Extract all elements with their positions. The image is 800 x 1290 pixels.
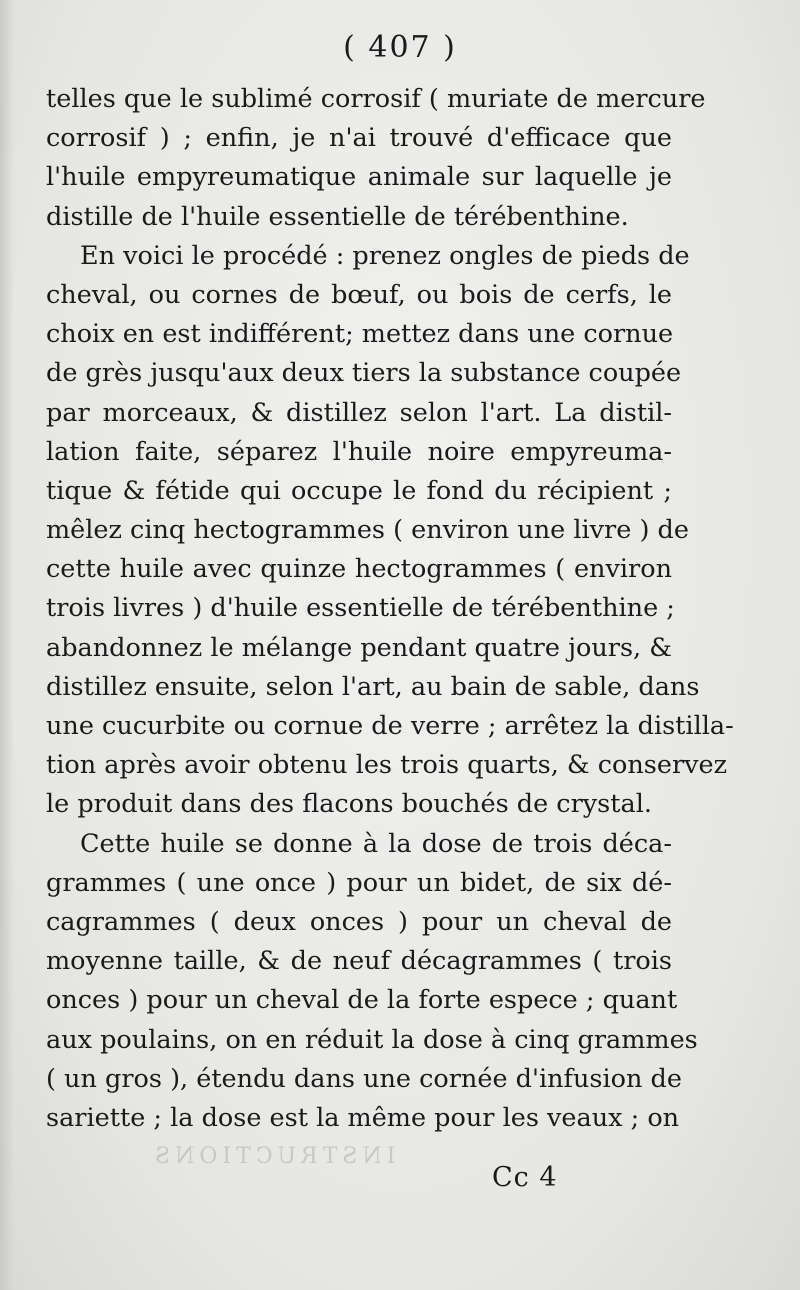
text-line: aux poulains, on en réduit la dose à cinq grammes [46,1024,698,1055]
text-line: le produit dans des flacons bouchés de crystal. [46,789,652,820]
bleed-through-text: INSTRUCTIONS [150,1144,396,1169]
text-line: de grès jusqu'aux deux tiers la substance coupée [46,358,682,389]
text-line: mêlez cinq hectogrammes ( environ une livre ) de [46,515,689,546]
text-line: distille de l'huile essentielle de térébenthine. [46,201,629,232]
text-line: grammes ( une once ) pour un bidet, de six dé- [46,867,672,898]
text-line: tion après avoir obtenu les trois quarts, & conservez [46,750,728,781]
text-line: ( un gros ), étendu dans une cornée d'infusion de [46,1063,682,1094]
text-line: distillez ensuite, selon l'art, au bain de sable, dans [46,671,700,702]
text-line: abandonnez le mélange pendant quatre jours, & [46,632,672,663]
page-number: ( 407 ) [343,30,457,65]
text-line: cheval, ou cornes de bœuf, ou bois de cerfs, le [46,279,672,310]
text-line: l'huile empyreumatique animale sur laquelle je [46,162,672,193]
text-line: telles que le sublimé corrosif ( muriate de mercure [46,84,706,114]
text-line: cagrammes ( deux onces ) pour un cheval de [46,906,672,937]
text-line: onces ) pour un cheval de la forte espece ; quant [46,985,678,1016]
text-line: une cucurbite ou cornue de verre ; arrêtez la distilla- [46,711,734,741]
text-line: lation faite, séparez l'huile noire empyreuma- [46,436,672,467]
text-line: tique & fétide qui occupe le fond du récipient ; [46,475,672,506]
text-line: corrosif ) ; enfin, je n'ai trouvé d'efficace que [46,123,672,154]
text-line: moyenne taille, & de neuf décagrammes ( trois [46,946,672,977]
text-line: trois livres ) d'huile essentielle de térébenthine ; [46,593,675,624]
text-line: par morceaux, & distillez selon l'art. La distil- [46,397,672,428]
text-line: Cette huile se donne à la dose de trois déca- [80,828,672,859]
text-line: choix en est indifférent; mettez dans une cornue [46,319,674,350]
body-text [46,80,734,1138]
page-edge-shadow [0,0,14,1290]
text-line: cette huile avec quinze hectogrammes ( environ [46,554,672,585]
text-line: sariette ; la dose est la même pour les veaux ; on [46,1102,680,1133]
text-line: En voici le procédé : prenez ongles de pieds de [80,240,690,271]
signature-mark: Cc 4 [492,1162,558,1193]
